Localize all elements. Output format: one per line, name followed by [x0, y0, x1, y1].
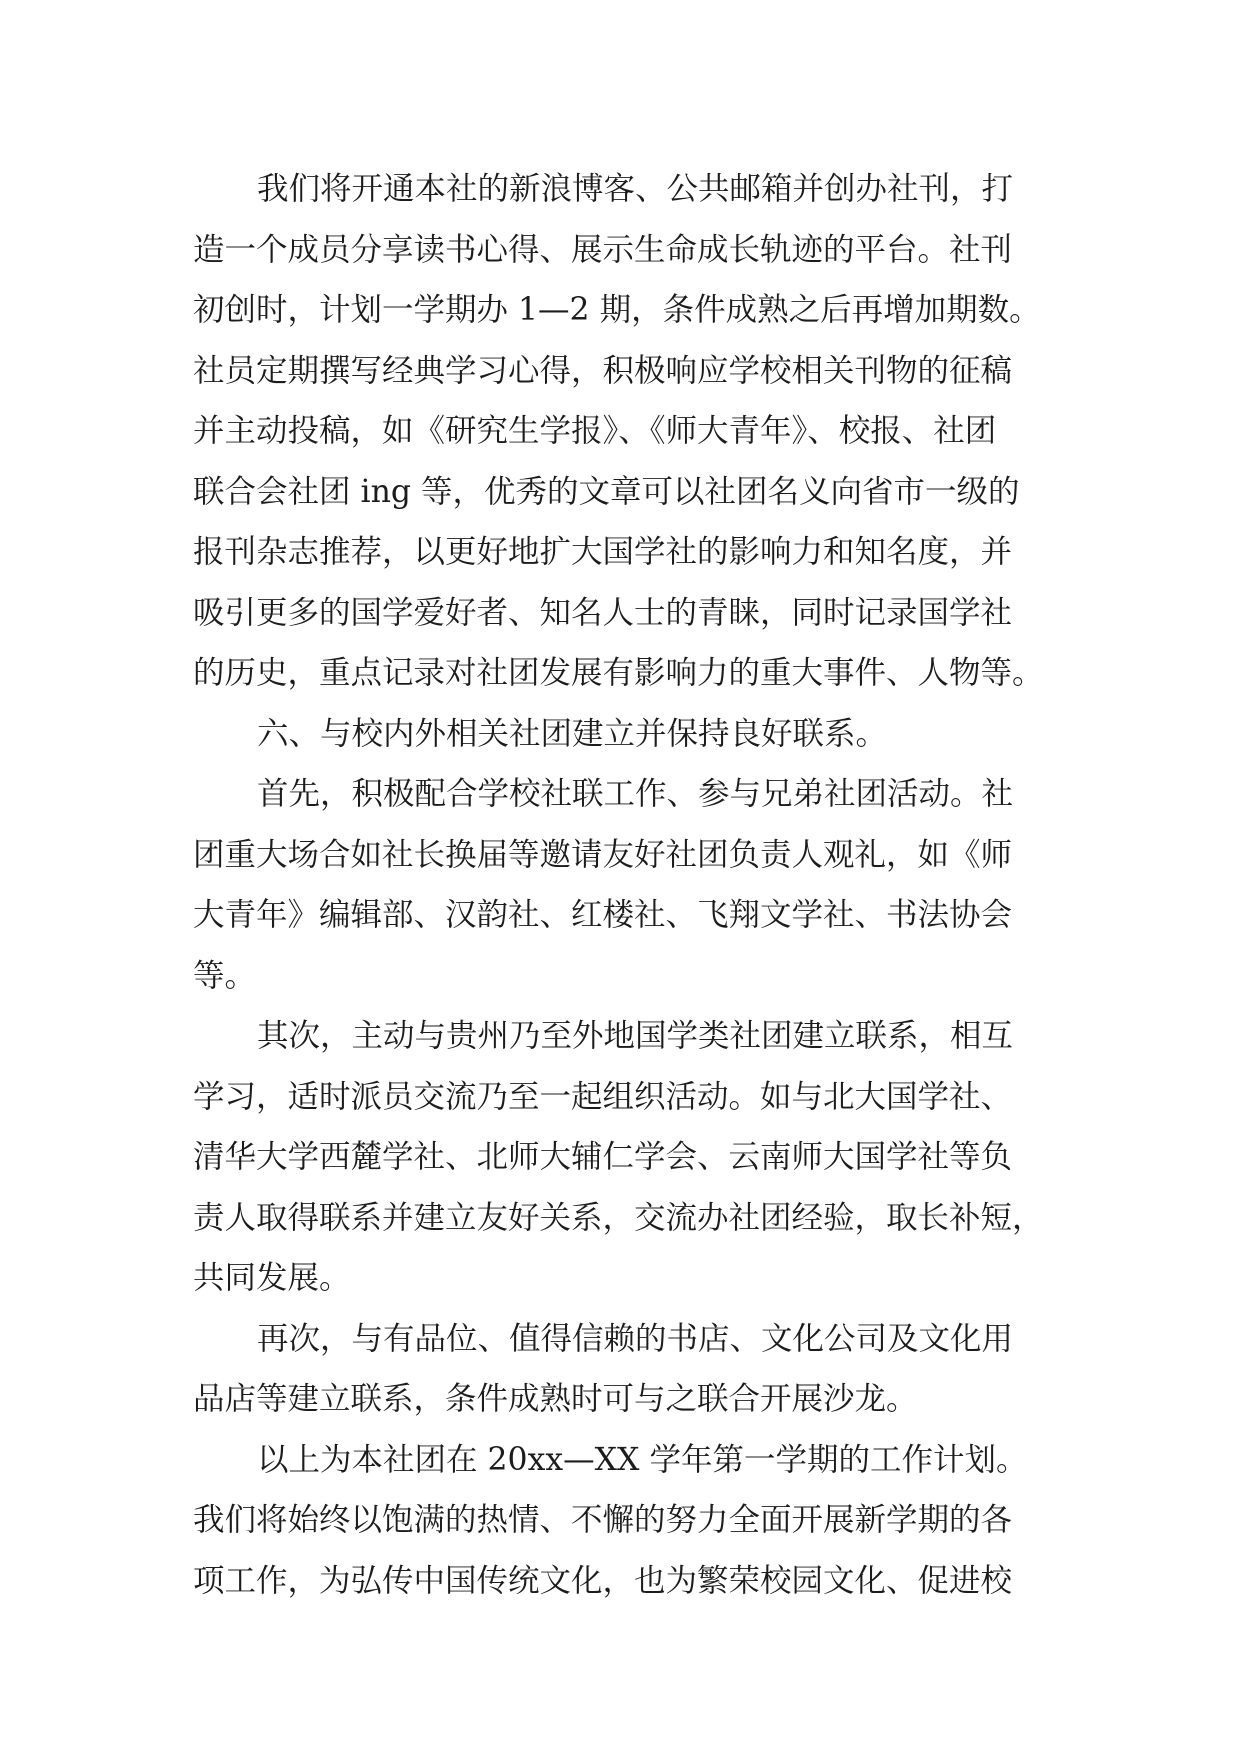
- section-heading: 六、与校内外相关社团建立并保持良好联系。: [257, 715, 888, 752]
- text-line: 联合会社团 ing 等，优秀的文章可以社团名义向省市一级的: [193, 473, 1020, 510]
- paragraph-conclusion: [193, 1430, 1073, 1612]
- text-line: 团重大场合如社长换届等邀请友好社团负责人观礼，如《师: [193, 836, 1013, 873]
- text-line: 大青年》编辑部、汉韵社、红楼社、飞翔文学社、书法协会: [193, 897, 1013, 933]
- paragraph-third: [193, 1309, 1073, 1430]
- document-body: [193, 159, 1073, 1611]
- text-line: 我们将始终以饱满的热情、不懈的努力全面开展新学期的各: [193, 1502, 1013, 1538]
- text-line: 初创时，计划一学期办 1—2 期，条件成熟之后再增加期数。: [193, 292, 1041, 328]
- text-line: 以上为本社团在 20xx—XX 学年第一学期的工作计划。: [257, 1441, 1028, 1478]
- text-line: 社员定期撰写经典学习心得，积极响应学校相关刊物的征稿: [193, 352, 1013, 389]
- text-line: 清华大学西麓学社、北师大辅仁学会、云南师大国学社等负: [193, 1139, 1013, 1175]
- text-line: 的历史，重点记录对社团发展有影响力的重大事件、人物等。: [193, 655, 1044, 691]
- section-heading-six: [193, 704, 1073, 765]
- text-line: 首先，积极配合学校社联工作、参与兄弟社团活动。社: [257, 776, 1014, 812]
- text-line: 我们将开通本社的新浪博客、公共邮箱并创办社刊，打: [257, 171, 1014, 207]
- text-line: 吸引更多的国学爱好者、知名人士的青睐，同时记录国学社: [193, 594, 1013, 631]
- text-line: 等。: [193, 957, 257, 994]
- text-line: 学习，适时派员交流乃至一起组织活动。如与北大国学社、: [193, 1078, 1013, 1115]
- text-line: 再次，与有品位、值得信赖的书店、文化公司及文化用: [257, 1320, 1014, 1357]
- text-line: 报刊杂志推荐，以更好地扩大国学社的影响力和知名度，并: [193, 534, 1013, 570]
- text-line: 并主动投稿，如《研究生学报》、《师大青年》、校报、社团: [193, 413, 997, 449]
- text-line: 责人取得联系并建立友好关系，交流办社团经验，取长补短，: [193, 1199, 1044, 1236]
- text-line: 项工作，为弘传中国传统文化，也为繁荣校园文化、促进校: [193, 1562, 1013, 1599]
- text-line: 共同发展。: [193, 1260, 351, 1296]
- text-line: 品店等建立联系，条件成熟时可与之联合开展沙龙。: [193, 1381, 918, 1417]
- text-line: 造一个成员分享读书心得、展示生命成长轨迹的平台。社刊: [193, 231, 1013, 268]
- paragraph-first: [193, 764, 1073, 1006]
- text-line: 其次，主动与贵州乃至外地国学类社团建立联系，相互: [257, 1018, 1014, 1054]
- paragraph-blog-and-journal: [193, 159, 1073, 704]
- paragraph-second: [193, 1006, 1073, 1309]
